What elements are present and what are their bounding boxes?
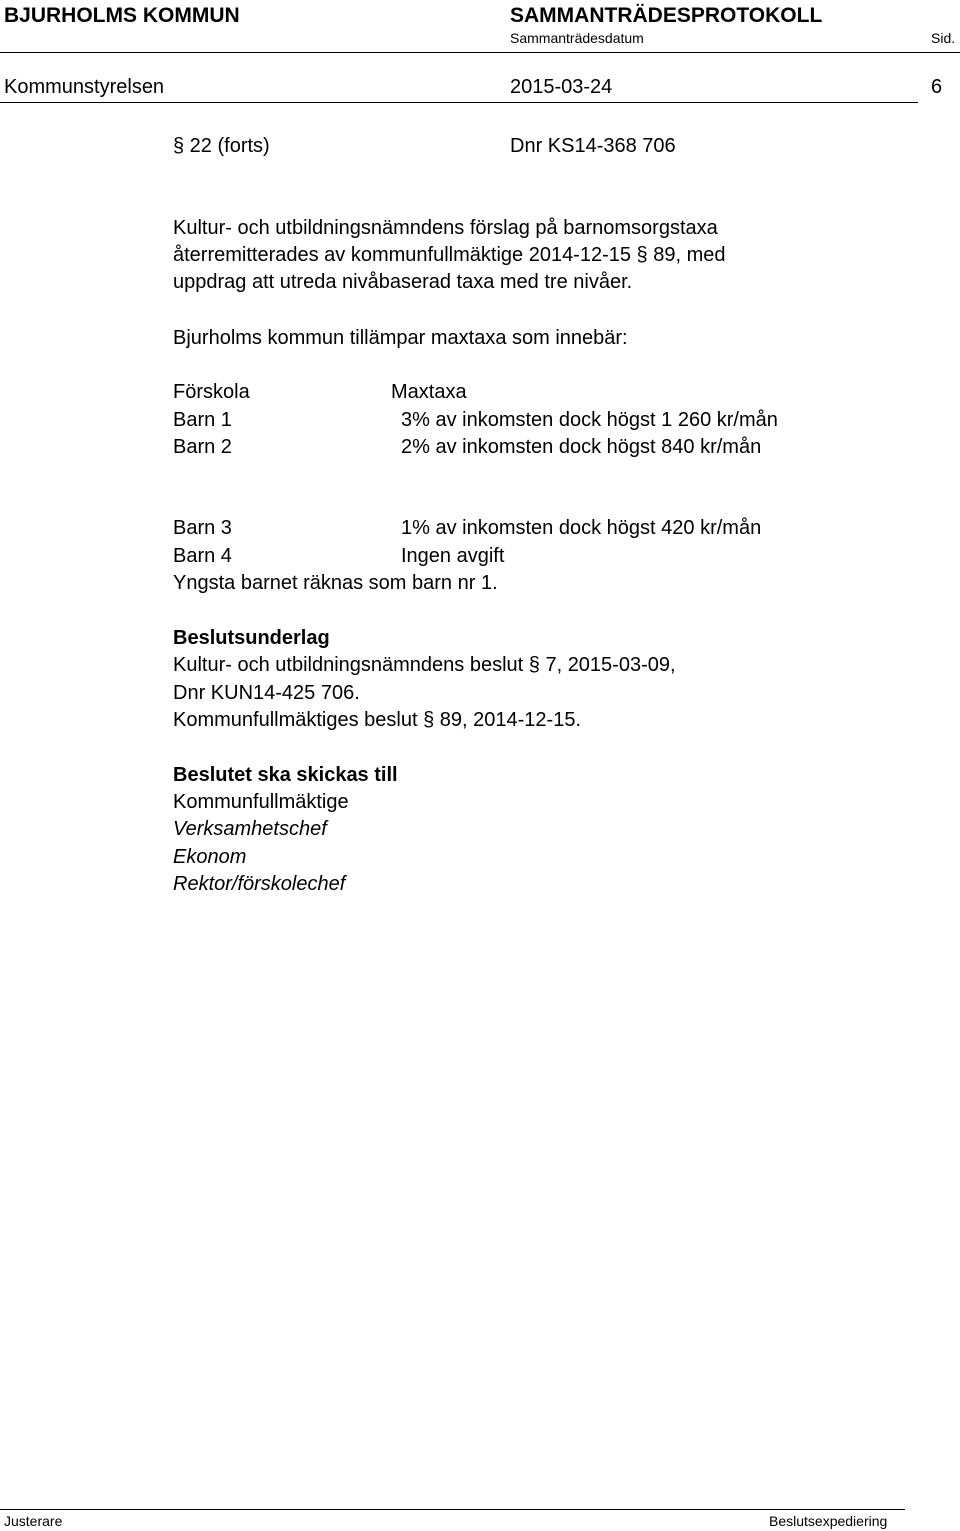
committee-name: Kommunstyrelsen (4, 76, 165, 98)
intro-line: uppdrag att utreda nivåbaserad taxa med tre nivåer. (173, 271, 633, 293)
date-label: Sammanträdesdatum (510, 30, 644, 46)
registration-number: Dnr KS14-368 706 (510, 135, 676, 157)
fee-row-label: Barn 3 (173, 517, 232, 539)
fee-row-label: Barn 1 (173, 409, 232, 431)
document-type: SAMMANTRÄDESPROTOKOLL (510, 4, 823, 27)
section-reference: § 22 (forts) (173, 135, 270, 157)
fee-row-label: Barn 4 (173, 545, 232, 567)
recipients-heading: Beslutet ska skickas till (173, 764, 398, 786)
page-label: Sid. (931, 30, 956, 46)
org-name: BJURHOLMS KOMMUN (4, 4, 240, 27)
applies-statement: Bjurholms kommun tillämpar maxtaxa som innebär: (173, 327, 628, 349)
fee-table-head-right: Maxtaxa (391, 381, 467, 403)
fee-row-value: Ingen avgift (401, 545, 505, 567)
header-rule-bottom (0, 102, 918, 103)
intro-line: Kultur- och utbildningsnämndens förslag på barnomsorgstaxa (173, 217, 718, 239)
beslutsunderlag-line: Kommunfullmäktiges beslut § 89, 2014-12-15. (173, 709, 582, 731)
fee-table-head-left: Förskola (173, 381, 250, 403)
fee-row-value: 2% av inkomsten dock högst 840 kr/mån (401, 436, 762, 458)
fee-row-value: 1% av inkomsten dock högst 420 kr/mån (401, 517, 762, 539)
recipient-item: Ekonom (173, 846, 247, 868)
fee-row-label: Barn 2 (173, 436, 232, 458)
meeting-date: 2015-03-24 (510, 76, 613, 98)
fee-row-value: 3% av inkomsten dock högst 1 260 kr/mån (401, 409, 778, 431)
recipient-item: Rektor/förskolechef (173, 873, 346, 895)
footer-rule (0, 1509, 905, 1510)
page-number: 6 (931, 76, 943, 98)
footer-beslutsexpediering: Beslutsexpediering (769, 1513, 888, 1529)
fee-table-note: Yngsta barnet räknas som barn nr 1. (173, 572, 498, 594)
footer-justerare: Justerare (4, 1513, 63, 1529)
beslutsunderlag-heading: Beslutsunderlag (173, 627, 330, 649)
intro-line: återremitterades av kommunfullmäktige 2014-12-15 § 89, med (173, 244, 726, 266)
beslutsunderlag-line: Dnr KUN14-425 706. (173, 682, 360, 704)
recipient-item: Verksamhetschef (173, 818, 327, 840)
beslutsunderlag-line: Kultur- och utbildningsnämndens beslut § 7, 2015-03-09, (173, 654, 676, 676)
header-rule-top (0, 52, 960, 53)
recipient-item: Kommunfullmäktige (173, 791, 349, 813)
